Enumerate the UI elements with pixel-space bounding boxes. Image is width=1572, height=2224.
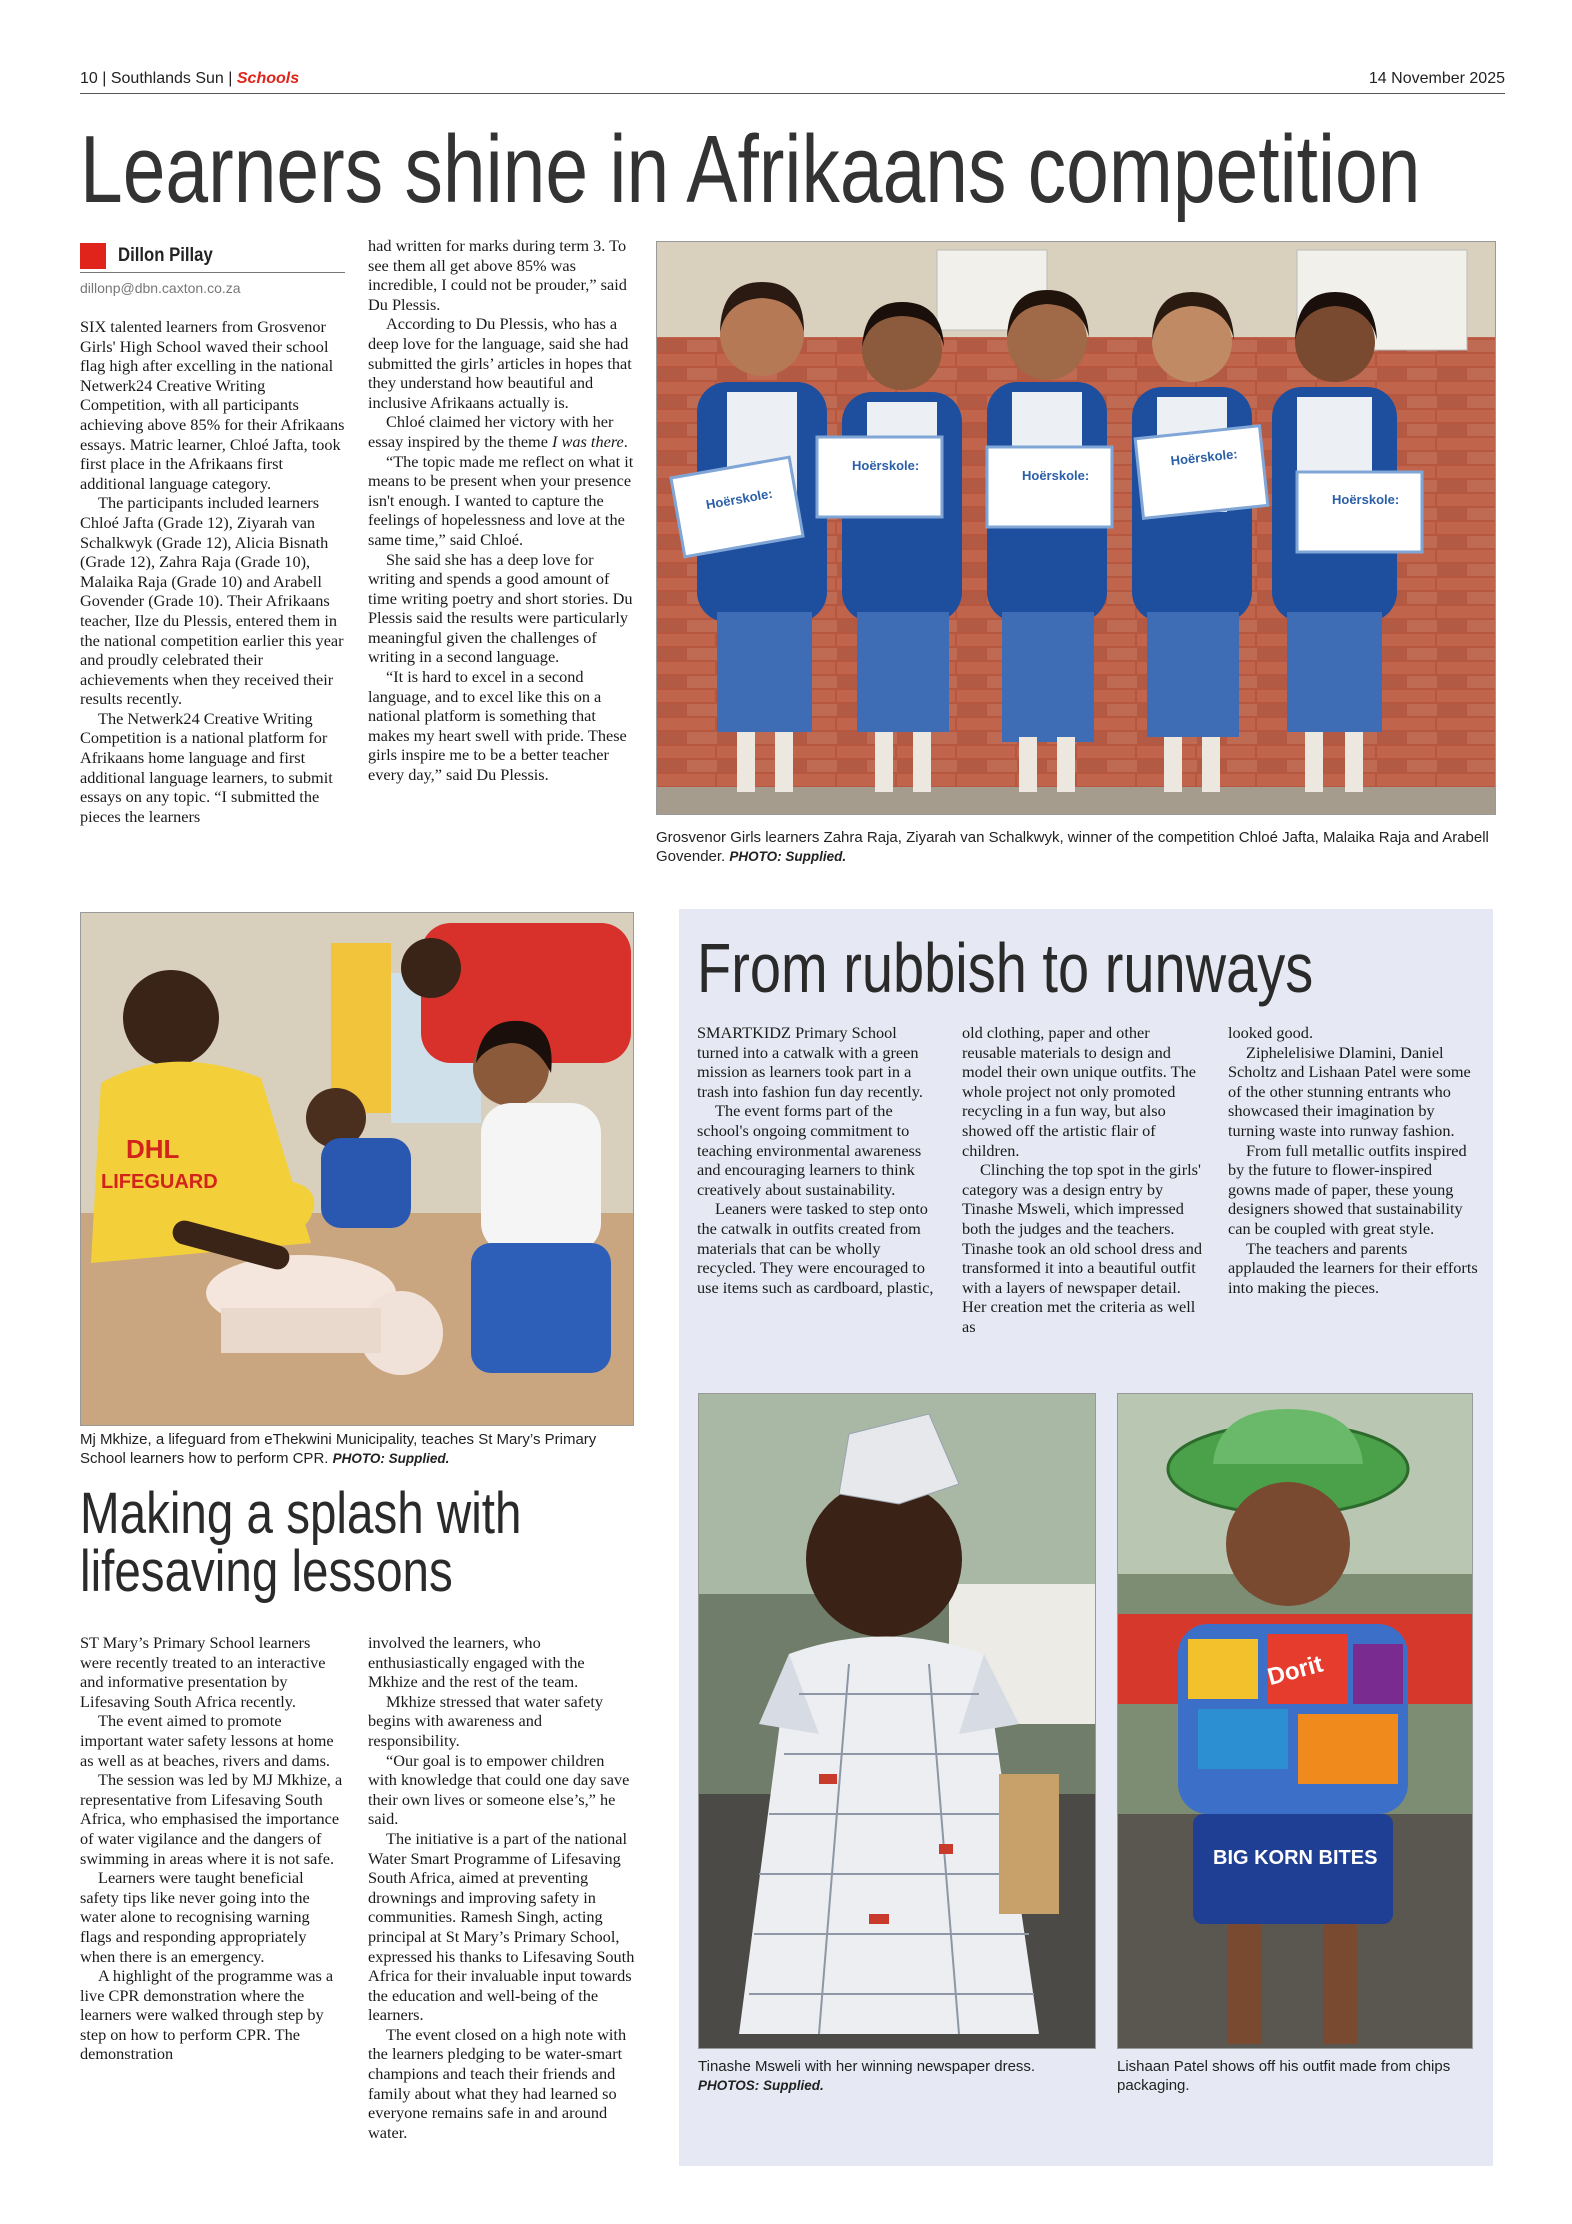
story2-column-1	[697, 1023, 942, 1297]
story3-paragraph: The event aimed to promote important water safety lessons at home as well as at beaches, rivers and dams.	[80, 1711, 334, 1770]
story1-paragraph	[368, 412, 636, 451]
photo-credit: PHOTO: Supplied.	[332, 1451, 450, 1466]
certificate-label: Hoërskole:	[1169, 446, 1239, 469]
story2-paragraph: The teachers and parents applauded the learners for their efforts into making the pieces.	[1228, 1238, 1478, 1297]
shirt-lifeguard-text: LIFEGUARD	[101, 1171, 218, 1193]
cpr-photo-caption	[80, 1430, 640, 1468]
story2-paragraph: Clinching the top spot in the girls' category was a design entry by Tinashe Msweli, which impressed both the judges and the teachers. Tinashe took an old school dress and transformed it into a beautiful outfit with a layers of newspaper detail. Her creation met the criteria as well as	[962, 1160, 1202, 1336]
learners-group-photo	[656, 241, 1496, 815]
certificate-label: Hoërskole:	[704, 485, 774, 513]
story3-column-2	[368, 1633, 636, 2142]
newspaper-dress-photo	[698, 1393, 1096, 2049]
chips-photo-caption	[1117, 2057, 1497, 2095]
certificate-label: Hoërskole:	[1332, 492, 1400, 507]
story1-column-1	[80, 317, 348, 826]
story1-paragraph: According to Du Plessis, who has a deep love for the language, said she had submitted the girls’ articles in hopes that they understand how beautiful and inclusive Afrikaans actually is.	[368, 314, 632, 412]
dress-photo-caption	[698, 2057, 1094, 2095]
story1-paragraph: SIX talented learners from Grosvenor Girls' High School waved their school flag high after excelling in the national Netwerk24 Creative Writing Competition, with all participants achieving above 85% for their Afrikaans essays. Matric learner, Chloé Jafta, took first place in the Afrikaans first additional language category.	[80, 317, 345, 493]
story3-headline-line: Making a splash with	[80, 1481, 522, 1546]
story2-headline: From rubbish to runways	[697, 929, 1314, 1007]
story1-text: .	[623, 431, 628, 451]
chips-outfit-illustration	[1118, 1394, 1472, 2048]
shirt-logo: DHL	[126, 1134, 180, 1164]
story3-paragraph: Learners were taught beneficial safety tips like never going into the water alone to recognising warning flags and responding appropriately when there is an emergency.	[80, 1868, 310, 1966]
story1-paragraph: “The topic made me reflect on what it means to be present when your presence isn't enough. I wanted to capture the feelings of hopelessness and love at the same time,” said Chloé.	[368, 451, 634, 549]
chips-brand-text: BIG KORN BITES	[1213, 1847, 1378, 1869]
story1-column-2	[368, 236, 636, 785]
caption-text: Grosvenor Girls learners Zahra Raja, Ziyarah van Schalkwyk, winner of the competition Chloé Jafta, Malaika Raja and Arabell Govender.	[656, 829, 1489, 865]
story1-paragraph: “It is hard to excel in a second language, and to excel like this on a national platform is something that makes my heart swell with pride. These girls inspire me to be a better teacher every day,” said Du Plessis.	[368, 667, 627, 785]
story3-paragraph: ST Mary’s Primary School learners were recently treated to an interactive and informative presentation by Lifesaving South Africa recently.	[80, 1633, 326, 1711]
story3-paragraph: “Our goal is to empower children with knowledge that could one day save their own lives or someone else’s,” he said.	[368, 1750, 630, 1829]
page-number: 10	[80, 70, 98, 87]
story3-paragraph: The event closed on a high note with the learners pledging to be water-smart champions and teach their friends and family about what they had learned so everyone remains safe in and around water.	[368, 2024, 627, 2142]
story3-headline	[80, 1481, 522, 1604]
story2-paragraph: looked good.	[1228, 1023, 1314, 1042]
story2-paragraph: old clothing, paper and other reusable materials to design and model their own unique outfits. The whole project not only promoted recycling in a fun way, but also showed off the artistic flair of children.	[962, 1023, 1196, 1160]
certificate-label: Hoërskole:	[1022, 468, 1090, 483]
byline-email: dillonp@dbn.caxton.co.za	[80, 280, 241, 296]
story3-column-1	[80, 1633, 345, 2064]
byline-marker	[80, 243, 106, 269]
publication-date: 14 November 2025	[1368, 70, 1505, 87]
section-name: Schools	[236, 70, 300, 87]
story2-paragraph: Leaners were tasked to step onto the catwalk in outfits created from materials that can be wholly recycled. They were encouraged to use items such as cardboard, plastic,	[697, 1199, 934, 1297]
story1-paragraph: She said she has a deep love for writing and spends a good amount of time writing poetry and short stories. Du Plessis said the results were particularly meaningful given the challenges of writing in a second language.	[368, 549, 633, 667]
learners-group-illustration	[657, 242, 1495, 814]
byline-rule	[80, 272, 345, 273]
cpr-lesson-illustration	[81, 913, 633, 1425]
story2-column-2	[962, 1023, 1207, 1337]
story1-headline: Learners shine in Afrikaans competition	[80, 116, 1421, 223]
caption-text: Mj Mkhize, a lifeguard from eThekwini Municipality, teaches St Mary’s Primary School learners how to perform CPR.	[80, 1431, 597, 1467]
story3-headline-line: lifesaving lessons	[80, 1539, 453, 1604]
certificate-label: Hoërskole:	[852, 458, 920, 473]
story1-paragraph: The Netwerk24 Creative Writing Competition is a national platform for Afrikaans home language and first additional language learners, to submit essays on any topic. “I submitted the pieces the learners	[80, 708, 333, 826]
story2-paragraph: The event forms part of the school's ongoing commitment to teaching environmental awareness and encouraging learners to think creatively about sustainability.	[697, 1101, 922, 1199]
story3-paragraph: Mkhize stressed that water safety begins with awareness and responsibility.	[368, 1691, 604, 1750]
story2-paragraph: SMARTKIDZ Primary School turned into a catwalk with a green mission as learners took part in a trash into fashion fun day recently.	[697, 1023, 923, 1101]
publication-name: Southlands Sun	[110, 70, 224, 87]
byline-author: Dillon Pillay	[118, 245, 213, 266]
story2-paragraph: Ziphelelisiwe Dlamini, Daniel Scholtz and Lishaan Patel were some of the other stunning entrants who showcased their imagination by turning waste into runway fashion.	[1228, 1042, 1471, 1140]
caption-text: Tinashe Msweli with her winning newspaper dress.	[698, 2058, 1036, 2075]
story2-paragraph: From full metallic outfits inspired by the future to flower-inspired gowns made of paper, these young designers showed that sustainability can be coupled with great style.	[1228, 1140, 1467, 1238]
chips-brand-text: Dorit	[1264, 1650, 1326, 1692]
essay-theme: I was there	[552, 431, 624, 451]
story2-column-3	[1228, 1023, 1478, 1297]
page-folio: 10 | Southlands Sun | Schools	[80, 70, 300, 87]
photo-credit: PHOTO: Supplied.	[729, 849, 847, 864]
header-rule	[80, 93, 1505, 94]
cpr-lesson-photo	[80, 912, 634, 1426]
story3-paragraph: The session was led by MJ Mkhize, a representative from Lifesaving South Africa, who emphasised the importance of water vigilance and the dangers of swimming in areas where it is not safe.	[80, 1770, 343, 1868]
story1-paragraph: The participants included learners Chloé Jafta (Grade 12), Ziyarah van Schalkwyk (Grade 12), Alicia Bisnath (Grade 12), Zahra Raja (Grade 10), Malaika Raja (Grade 10) and Arabell Govender (Grade 10). Their Afrikaans teacher, Ilze du Plessis, entered them in the national competition earlier this year and proudly celebrated their achievements when they received their results recently.	[80, 493, 344, 709]
story3-paragraph: involved the learners, who enthusiastically engaged with the Mkhize and the rest of the team.	[368, 1633, 585, 1692]
chips-outfit-photo	[1117, 1393, 1473, 2049]
story3-paragraph: A highlight of the programme was a live CPR demonstration where the learners were walked through step by step on how to perform CPR. The demonstration	[80, 1966, 334, 2064]
story1-paragraph: had written for marks during term 3. To see them all get above 85% was incredible, I could not be prouder,” said Du Plessis.	[368, 236, 627, 314]
caption-text: Lishaan Patel shows off his outfit made from chips packaging.	[1117, 2058, 1451, 2094]
newspaper-dress-illustration	[699, 1394, 1095, 2048]
story3-paragraph: The initiative is a part of the national Water Smart Programme of Lifesaving South Africa, aimed at preventing drownings and improving safety in communities. Ramesh Singh, acting principal at St Mary’s Primary School, expressed his thanks to Lifesaving South Africa for their invaluable input towards the education and well-being of the learners.	[368, 1828, 635, 2025]
learners-photo-caption	[656, 828, 1494, 866]
photo-credit: PHOTOS: Supplied.	[698, 2078, 824, 2093]
story1-text: Chloé claimed her victory with her essay inspired by the theme	[368, 412, 614, 451]
